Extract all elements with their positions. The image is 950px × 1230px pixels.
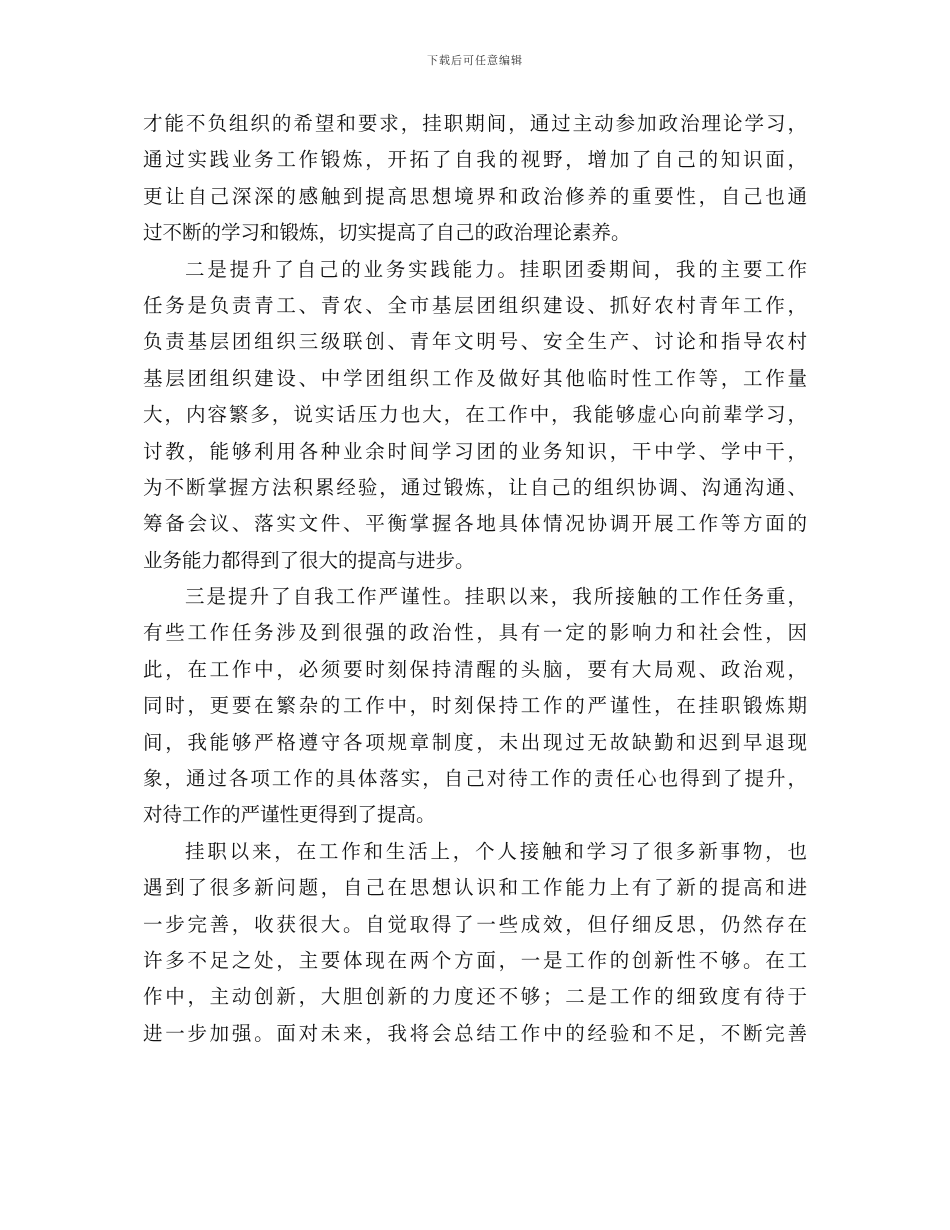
text-line: 有些工作任务涉及到很强的政治性，具有一定的影响力和社会性，因 bbox=[143, 621, 807, 645]
text-line: 通过实践业务工作锻炼，开拓了自我的视野，增加了自己的知识面， bbox=[143, 148, 807, 172]
text-line: 许多不足之处，主要体现在两个方面，一是工作的创新性不够。在工 bbox=[143, 948, 807, 972]
text-line: 负责基层团组织三级联创、青年文明号、安全生产、讨论和指导农村 bbox=[143, 330, 807, 354]
text-line: 基层团组织建设、中学团组织工作及做好其他临时性工作等，工作量 bbox=[143, 366, 807, 390]
text-line: 间，我能够严格遵守各项规章制度，未出现过无故缺勤和迟到早退现 bbox=[143, 730, 807, 754]
text-line: 一步完善，收获很大。自觉取得了一些成效，但仔细反思，仍然存在 bbox=[143, 912, 807, 936]
text-line: 对待工作的严谨性更得到了提高。 bbox=[143, 803, 436, 827]
page-header: 下载后可任意编辑 bbox=[427, 54, 523, 67]
text-line: 二是提升了自己的业务实践能力。挂职团委期间，我的主要工作 bbox=[185, 257, 807, 281]
text-line: 三是提升了自我工作严谨性。挂职以来，我所接触的工作任务重， bbox=[185, 585, 807, 609]
text-line: 业务能力都得到了很大的提高与进步。 bbox=[143, 548, 475, 572]
text-line: 任务是负责青工、青农、全市基层团组织建设、抓好农村青年工作， bbox=[143, 293, 807, 317]
text-line: 讨教，能够利用各种业余时间学习团的业务知识，干中学、学中干， bbox=[143, 439, 807, 463]
text-line: 更让自己深深的感触到提高思想境界和政治修养的重要性，自己也通 bbox=[143, 184, 807, 208]
text-line: 过不断的学习和锻炼，切实提高了自己的政治理论素养。 bbox=[143, 221, 631, 245]
text-line: 同时，更要在繁杂的工作中，时刻保持工作的严谨性，在挂职锻炼期 bbox=[143, 694, 807, 718]
text-line: 为不断掌握方法积累经验，通过锻炼，让自己的组织协调、沟通沟通、 bbox=[143, 475, 807, 499]
text-line: 遇到了很多新问题，自己在思想认识和工作能力上有了新的提高和进 bbox=[143, 876, 807, 900]
text-line: 作中，主动创新，大胆创新的力度还不够；二是工作的细致度有待于 bbox=[143, 985, 807, 1009]
text-line: 挂职以来，在工作和生活上，个人接触和学习了很多新事物，也 bbox=[185, 839, 807, 863]
text-line: 此，在工作中，必须要时刻保持清醒的头脑，要有大局观、政治观， bbox=[143, 657, 807, 681]
text-line: 才能不负组织的希望和要求，挂职期间，通过主动参加政治理论学习， bbox=[143, 112, 807, 135]
document-body bbox=[143, 106, 807, 1052]
text-line: 大，内容繁多，说实话压力也大，在工作中，我能够虚心向前辈学习， bbox=[143, 403, 807, 427]
text-line: 象，通过各项工作的具体落实，自己对待工作的责任心也得到了提升， bbox=[143, 767, 807, 791]
text-line: 筹备会议、落实文件、平衡掌握各地具体情况协调开展工作等方面的 bbox=[143, 512, 807, 536]
text-line: 进一步加强。面对未来，我将会总结工作中的经验和不足，不断完善 bbox=[143, 1021, 807, 1045]
